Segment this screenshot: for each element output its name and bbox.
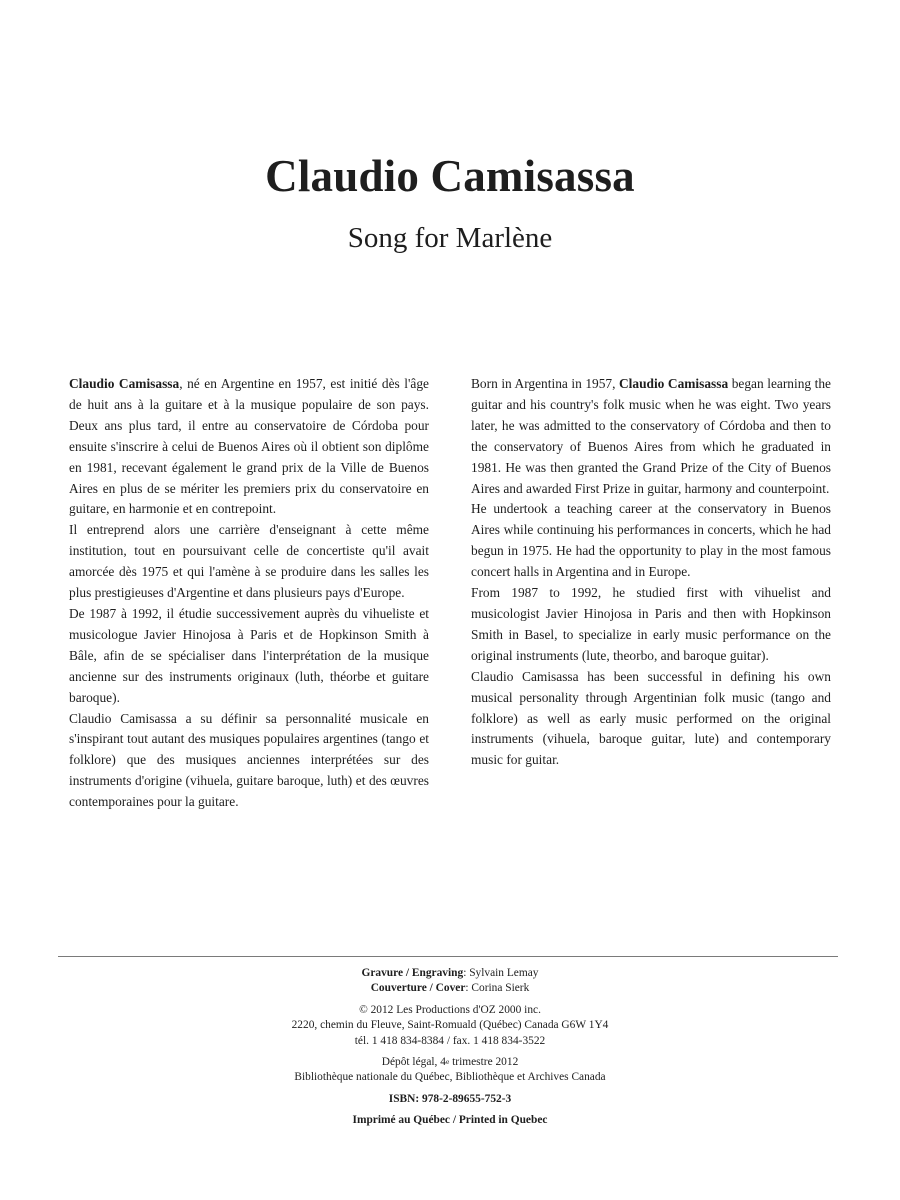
english-paragraph-2: He undertook a teaching career at the conservatory in Buenos Aires while continuing his performances in concerts, which he had begun in 1975. He had the opportunity to play in the most famous concert halls in Argentina and in Europe. (471, 501, 831, 580)
composer-name: Claudio Camisassa (265, 151, 635, 201)
piece-title: Song for Marlène (347, 222, 553, 254)
english-paragraph-1-intro: Born in Argentina in 1957, (471, 376, 619, 391)
french-bold-name: Claudio Camisassa (69, 376, 180, 391)
legal-deposit-suffix: trimestre 2012 (449, 1056, 519, 1069)
engraving-name: : Sylvain Lemay (463, 967, 539, 979)
isbn-line (0, 1092, 900, 1107)
cover-label: Couverture / Cover (370, 982, 466, 995)
english-paragraph-3: From 1987 to 1992, he studied first with vihuelist and musicologist Javier Hinojosa in Paris and then with Hopkinson Smith in Basel, to specialize in early music performance on the original instruments (lute, theorbo, and baroque guitar). (471, 585, 831, 663)
engraving-credit (0, 966, 900, 981)
french-paragraph-2: Il entreprend alors une carrière d'enseignant à cette même institution, tout en poursuivant celle de concertiste qu'il avait amorcée dès 1975 et qui l'amène à se produire dans les salles les plus prestigieuses d'Argentine et dans plusieurs pays d'Europe. (69, 522, 429, 601)
printed-line (0, 1113, 900, 1128)
isbn-text: ISBN: 978-2-89655-752-3 (388, 1092, 512, 1105)
english-paragraph-4: Claudio Camisassa has been successful in defining his own musical personality through Argentinian folk music (tango and folklore) as well as early music performed on the original instruments (vihuela, baroque guitar, lute) and contemporary music for guitar. (471, 668, 831, 768)
english-paragraph-1 (471, 374, 831, 499)
english-bold-name: Claudio Camisassa (618, 376, 729, 391)
french-paragraph-1 (69, 374, 429, 520)
cover-credit (0, 981, 900, 996)
library-line: Bibliothèque nationale du Québec, Bibliothèque et Archives Canada (294, 1071, 606, 1084)
publication-credits (0, 966, 900, 1129)
french-biography (69, 374, 429, 813)
legal-deposit-prefix: Dépôt légal, 4 (381, 1056, 446, 1069)
phone-line: tél. 1 418 834-8384 / fax. 1 418 834-3522 (354, 1034, 546, 1047)
copyright-line: © 2012 Les Productions d'OZ 2000 inc. (359, 1003, 541, 1016)
french-paragraph-3: De 1987 à 1992, il étudie successivement auprès du vihueliste et musicologue Javier Hinojosa à Paris et de Hopkinson Smith à Bâle, afin de se spécialiser dans l'interprétation de la musique ancienne sur des instruments originaux (luth, théorbe et guitare baroque). (69, 605, 429, 705)
english-biography (471, 374, 831, 771)
divider-rule (58, 956, 838, 957)
english-paragraph-1-text: began learning the guitar and his country's folk music when he was eight. Two years later, he was admitted to the conservatory of Córdoba and then to the conservatory of Buenos Aires from which he graduated in 1981. He was then granted the Grand Prize of the City of Buenos Aires and awarded First Prize in guitar, harmony and counterpoint. (471, 376, 831, 496)
engraving-label: Gravure / Engraving (361, 967, 464, 979)
cover-name: : Corina Sierk (465, 982, 530, 995)
legal-deposit-superscript: e (445, 1057, 450, 1067)
printed-text: Imprimé au Québec / Printed in Quebec (352, 1114, 548, 1127)
legal-deposit-line (0, 1055, 900, 1070)
address-line: 2220, chemin du Fleuve, Saint-Romuald (Québec) Canada G6W 1Y4 (291, 1019, 609, 1032)
french-paragraph-4: Claudio Camisassa a su définir sa personnalité musicale en s'inspirant tout autant des musiques populaires argentines (tango et folklore) que des musiques anciennes interprétées sur des instruments d'origine (vihuela, guitare baroque, luth) et des œuvres contemporaines pour la guitare. (69, 710, 429, 810)
french-paragraph-1-text: , né en Argentine en 1957, est initié dès l'âge de huit ans à la guitare et à la musique populaire de son pays. Deux ans plus tard, il entre au conservatoire de Córdoba pour ensuite s'inscrire à celui de Buenos Aires où il obtient son diplôme en 1981, recevant également le grand prix de la Ville de Buenos Aires en plus de se mériter les premiers prix du conservatoire en guitare, en harmonie et en contrepoint. (69, 376, 429, 517)
